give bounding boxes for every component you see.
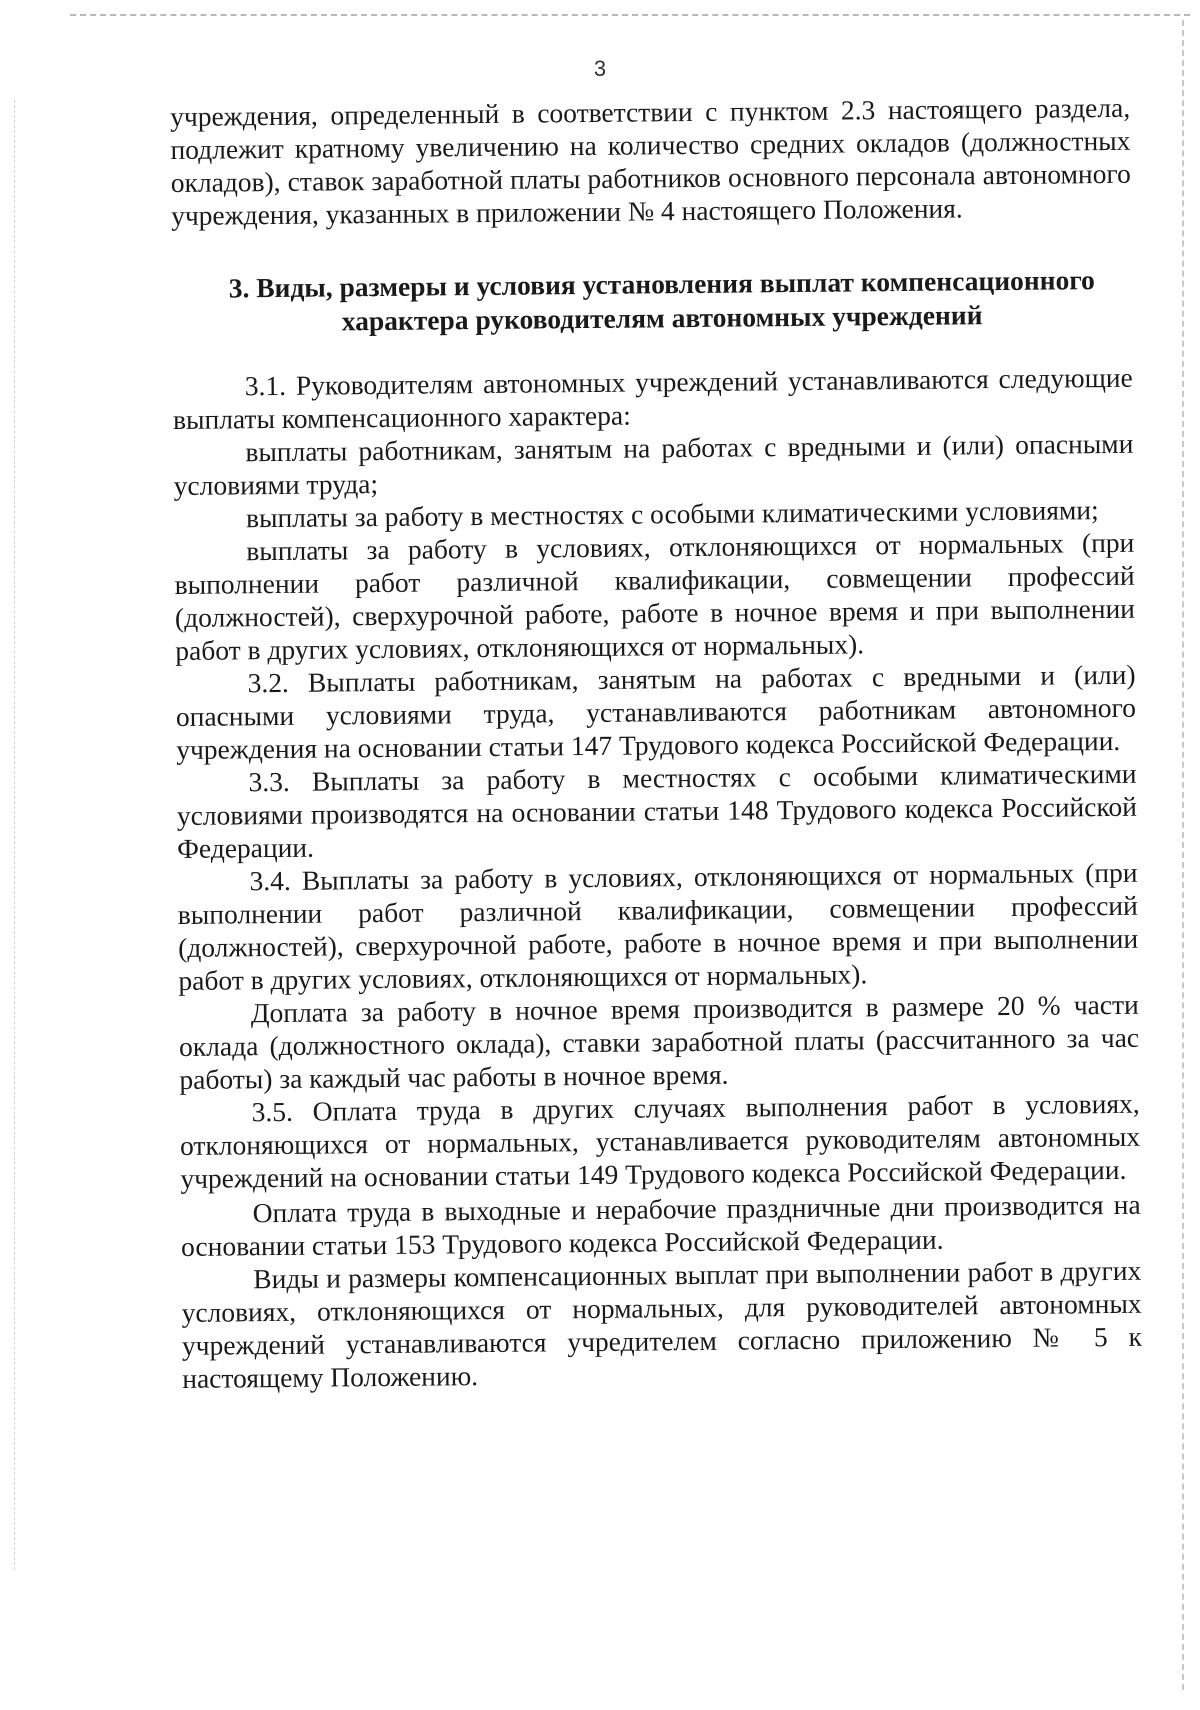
paragraph-night-pay: Доплата за работу в ночное время производится в размере 20 % части оклада (должностного оклада), ставки заработной платы (рассчитанного за час работы) за каждый час работы в ночное время. — [178, 988, 1140, 1095]
page-number: 3 — [593, 56, 607, 81]
list-item-hazardous: выплаты работникам, занятым на работах с вредными и (или) опасными условиями труда; — [173, 427, 1134, 501]
paragraph-3-4: 3.4. Выплаты за работу в условиях, отклоняющихся от нормальных (при выполнении работ различной квалификации, совмещении профессий (должностей), сверхурочной работе, работе в ночное время и при выполнении работ в других условиях, отклоняющихся от нормальных). — [177, 856, 1139, 996]
paragraph-3-5: 3.5. Оплата труда в других случаях выполнения работ в условиях, отклоняющихся от нормальных, устанавливается руководителям автономных учреждений на основании статьи 149 Трудового кодекса Российской Федерации. — [179, 1087, 1141, 1194]
paragraph-holiday-pay: Оплата труда в выходные и нерабочие праздничные дни производится на основании статьи 153 Трудового кодекса Российской Федерации. — [180, 1188, 1141, 1262]
section-heading: 3. Виды, размеры и условия установления выплат компенсационного характера руководителям автономных учреждений — [228, 264, 1095, 337]
document-body — [170, 91, 1142, 1395]
paragraph-3-3: 3.3. Выплаты за работу в местностях с особыми климатическими условиями производятся на основании статьи 148 Трудового кодекса Российской Федерации. — [176, 757, 1137, 864]
list-item-climatic: выплаты за работу в местностях с особыми климатическими условиями; — [245, 494, 1099, 534]
scan-artifact-top — [70, 14, 1190, 16]
paragraph-continued: учреждения, определенный в соответствии с пунктом 2.3 настоящего раздела, подлежит кратному увеличению на количество средних окладов (должностных окладов), ставок заработной платы работников основного персонала автономного учреждения, указанных в приложении № 4 настоящего Положения. — [170, 91, 1131, 231]
scan-artifact-right — [1182, 20, 1184, 1690]
paragraph-types-and-amounts: Виды и размеры компенсационных выплат при выполнении работ в других условиях, отклоняющихся от нормальных, для руководителей автономных учреждений устанавливаются учредителем согласно приложению № 5 к настоящему Положению. — [181, 1254, 1143, 1394]
paragraph-3-1: 3.1. Руководителям автономных учреждений устанавливаются следующие выплаты компенсационного характера: — [172, 361, 1133, 435]
paragraph-3-2: 3.2. Выплаты работникам, занятым на работах с вредными и (или) опасными условиями труда, устанавливаются работникам автономного учреждения на основании статьи 147 Трудового кодекса Российской Федерации. — [175, 658, 1137, 765]
scan-artifact-left — [14, 100, 15, 1570]
list-item-abnormal-conditions: выплаты за работу в условиях, отклоняющихся от нормальных (при выполнении работ различной квалификации, совмещении профессий (должностей), сверхурочной работе, работе в ночное время и при выполнении работ в других условиях, отклоняющихся от нормальных). — [174, 526, 1136, 666]
